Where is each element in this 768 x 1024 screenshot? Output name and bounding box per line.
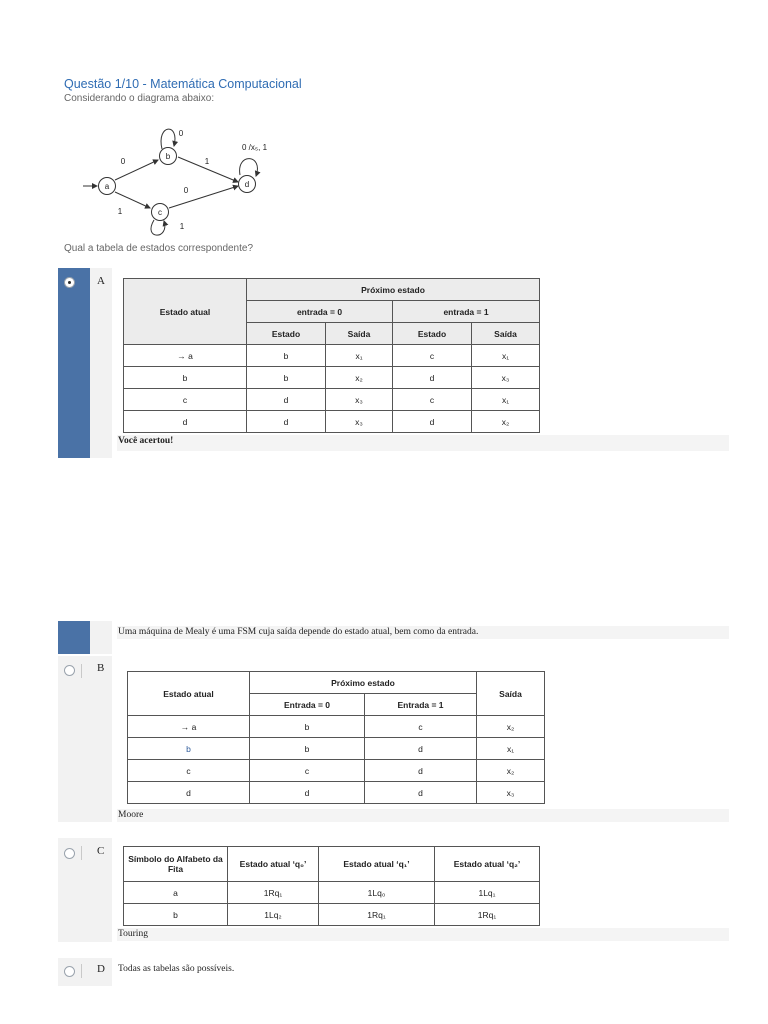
table-row bbox=[124, 904, 540, 926]
table-cell: d bbox=[393, 367, 472, 389]
question-ask: Qual a tabela de estados correspondente? bbox=[64, 243, 254, 254]
table-row bbox=[124, 882, 540, 904]
table-row bbox=[124, 389, 540, 411]
table-cell: d bbox=[365, 760, 477, 782]
table-cell: d bbox=[393, 411, 472, 433]
table-cell: c bbox=[250, 760, 365, 782]
table-cell: 1Lq₀ bbox=[319, 882, 435, 904]
table-cell: d bbox=[365, 782, 477, 804]
table-header-input-1: Entrada = 1 bbox=[365, 694, 477, 716]
table-cell: b bbox=[247, 367, 326, 389]
option-a-table bbox=[123, 278, 540, 433]
table-cell: b bbox=[128, 738, 250, 760]
edge-b-d-label: 1 bbox=[204, 157, 210, 166]
table-header: Estado atual ‘q₁’ bbox=[319, 847, 435, 882]
table-cell: 1Lq₁ bbox=[435, 882, 540, 904]
table-row bbox=[124, 367, 540, 389]
edge-a-c-label: 1 bbox=[117, 207, 123, 216]
table-cell: x₁ bbox=[472, 389, 540, 411]
option-c-table bbox=[123, 846, 540, 926]
loop-c bbox=[151, 220, 165, 235]
state-d-label: d bbox=[244, 180, 250, 189]
option-d-letter: D bbox=[97, 963, 105, 975]
question-title: Questão 1/10 - Matemática Computacional bbox=[64, 77, 302, 91]
table-cell: b bbox=[124, 904, 228, 926]
option-a-radio[interactable] bbox=[64, 277, 75, 288]
option-b-divider bbox=[81, 664, 82, 678]
table-cell: d bbox=[365, 738, 477, 760]
explanation-text: Uma máquina de Mealy é uma FSM cuja saída depende do estado atual, bem como da entrada. bbox=[118, 627, 479, 637]
option-a-sidebar bbox=[58, 268, 90, 458]
table-row bbox=[128, 760, 545, 782]
loop-b bbox=[161, 129, 175, 149]
table-cell: x₂ bbox=[477, 716, 545, 738]
option-a-letter: A bbox=[97, 275, 105, 287]
option-d-text: Todas as tabelas são possíveis. bbox=[118, 964, 235, 974]
table-cell: x₁ bbox=[472, 345, 540, 367]
table-cell: x₂ bbox=[472, 411, 540, 433]
table-cell: c bbox=[393, 345, 472, 367]
table-cell: x₂ bbox=[326, 367, 393, 389]
table-subheader: Estado bbox=[393, 323, 472, 345]
table-header-input-0: entrada = 0 bbox=[247, 301, 393, 323]
option-c-note-bar bbox=[117, 928, 729, 941]
option-b-note-bar bbox=[117, 809, 729, 822]
option-d-divider bbox=[81, 964, 82, 978]
table-cell: → a bbox=[128, 716, 250, 738]
table-row bbox=[128, 782, 545, 804]
table-cell: d bbox=[247, 389, 326, 411]
option-b-radio[interactable] bbox=[64, 665, 75, 676]
table-row bbox=[128, 716, 545, 738]
table-cell: d bbox=[247, 411, 326, 433]
table-cell: x₃ bbox=[326, 389, 393, 411]
table-cell: d bbox=[124, 411, 247, 433]
loop-b-label: 0 bbox=[178, 129, 184, 138]
table-header-state: Estado atual bbox=[128, 672, 250, 716]
question-intro: Considerando o diagrama abaixo: bbox=[64, 93, 215, 104]
table-cell: c bbox=[128, 760, 250, 782]
table-cell: x₃ bbox=[477, 782, 545, 804]
state-c-label: c bbox=[158, 208, 162, 217]
explanation-letter-column bbox=[90, 621, 112, 654]
table-cell: 1Rq₁ bbox=[228, 882, 319, 904]
option-c-letter: C bbox=[97, 845, 105, 857]
table-row bbox=[124, 411, 540, 433]
option-b-table bbox=[127, 671, 545, 804]
loop-c-label: 1 bbox=[179, 222, 185, 231]
table-cell: 1Rq₁ bbox=[435, 904, 540, 926]
table-cell: → a bbox=[124, 345, 247, 367]
edge-c-d-label: 0 bbox=[183, 186, 189, 195]
table-header-output: Saída bbox=[477, 672, 545, 716]
table-cell: a bbox=[124, 882, 228, 904]
table-subheader: Estado bbox=[247, 323, 326, 345]
table-cell: c bbox=[365, 716, 477, 738]
state-b-label: b bbox=[165, 152, 171, 161]
option-d-radio[interactable] bbox=[64, 966, 75, 977]
state-diagram bbox=[80, 122, 290, 238]
table-cell: x₃ bbox=[326, 411, 393, 433]
table-cell: b bbox=[250, 738, 365, 760]
table-cell: x₁ bbox=[477, 738, 545, 760]
edge-a-b-label: 0 bbox=[120, 157, 126, 166]
table-cell: 1Rq₁ bbox=[319, 904, 435, 926]
table-cell: x₁ bbox=[326, 345, 393, 367]
option-a-feedback: Você acertou! bbox=[118, 436, 174, 446]
table-row bbox=[124, 345, 540, 367]
table-header-next: Próximo estado bbox=[250, 672, 477, 694]
option-b-letter: B bbox=[97, 662, 105, 674]
table-cell: d bbox=[250, 782, 365, 804]
option-a-feedback-bar bbox=[117, 435, 729, 451]
table-header-input-0: Entrada = 0 bbox=[250, 694, 365, 716]
option-a-letter-column bbox=[90, 268, 112, 458]
table-subheader: Saída bbox=[472, 323, 540, 345]
table-cell: x₂ bbox=[477, 760, 545, 782]
table-cell: b bbox=[250, 716, 365, 738]
table-subheader: Saída bbox=[326, 323, 393, 345]
option-c-radio[interactable] bbox=[64, 848, 75, 859]
option-c-divider bbox=[81, 846, 82, 860]
table-header: Símbolo do Alfabeto da Fita bbox=[124, 847, 228, 882]
table-cell: b bbox=[247, 345, 326, 367]
table-cell: c bbox=[393, 389, 472, 411]
option-b-sidebar bbox=[58, 656, 112, 822]
table-header-next: Próximo estado bbox=[247, 279, 540, 301]
table-cell: d bbox=[128, 782, 250, 804]
explanation-sidebar bbox=[58, 621, 90, 654]
table-cell: b bbox=[124, 367, 247, 389]
table-header-state: Estado atual bbox=[124, 279, 247, 345]
table-header: Estado atual ‘q₀’ bbox=[228, 847, 319, 882]
edge-a-c bbox=[115, 192, 150, 208]
table-cell: x₃ bbox=[472, 367, 540, 389]
table-cell: 1Lq₂ bbox=[228, 904, 319, 926]
loop-d bbox=[240, 159, 258, 176]
edge-c-d bbox=[169, 186, 238, 208]
state-a-label: a bbox=[104, 182, 110, 191]
table-cell: c bbox=[124, 389, 247, 411]
table-header: Estado atual ‘q₂’ bbox=[435, 847, 540, 882]
option-b-note: Moore bbox=[118, 810, 144, 820]
table-header-input-1: entrada = 1 bbox=[393, 301, 540, 323]
table-row bbox=[128, 738, 545, 760]
option-c-note: Touring bbox=[118, 929, 148, 939]
loop-d-label: 0 /x₅, 1 bbox=[242, 143, 268, 152]
